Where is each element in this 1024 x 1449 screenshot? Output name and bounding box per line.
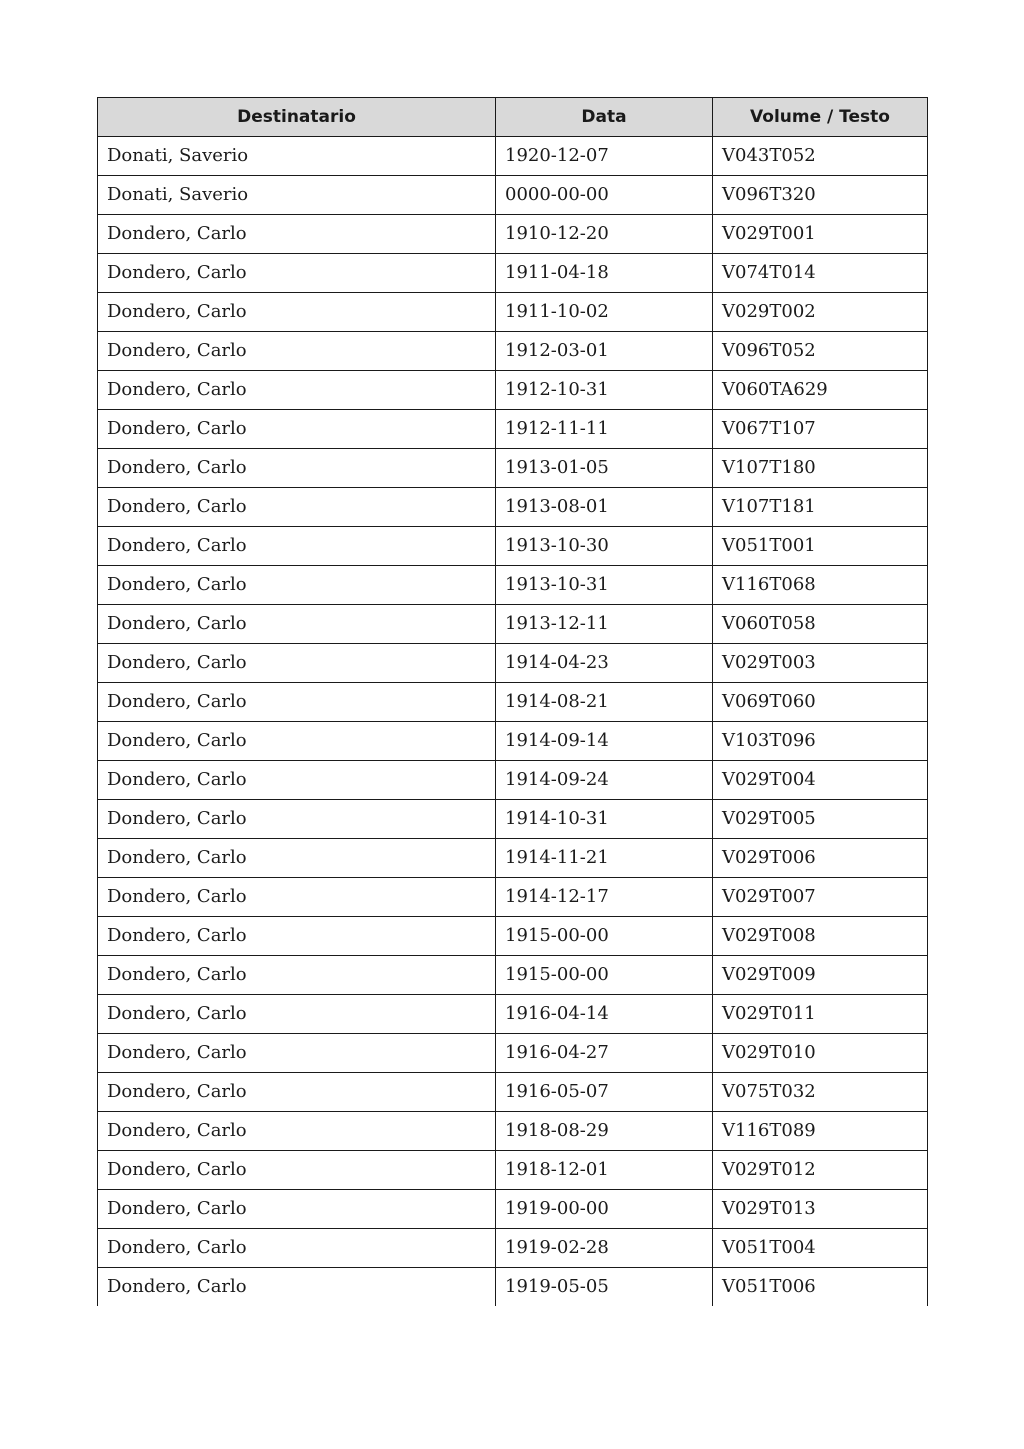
table-row [98, 137, 928, 176]
cell-destinatario: Dondero, Carlo [98, 1190, 496, 1229]
table-row [98, 995, 928, 1034]
table-row [98, 800, 928, 839]
cell-destinatario: Dondero, Carlo [98, 332, 496, 371]
table-row [98, 215, 928, 254]
table-row [98, 293, 928, 332]
cell-destinatario: Dondero, Carlo [98, 761, 496, 800]
cell-data: 1914-08-21 [496, 683, 713, 722]
cell-destinatario: Dondero, Carlo [98, 1268, 496, 1307]
cell-data: 1911-10-02 [496, 293, 713, 332]
cell-volume-testo: V107T181 [713, 488, 928, 527]
cell-data: 1918-08-29 [496, 1112, 713, 1151]
table-row [98, 1151, 928, 1190]
cell-data: 0000-00-00 [496, 176, 713, 215]
cell-volume-testo: V029T009 [713, 956, 928, 995]
cell-data: 1916-04-27 [496, 1034, 713, 1073]
cell-data: 1914-10-31 [496, 800, 713, 839]
cell-data: 1913-08-01 [496, 488, 713, 527]
table-row [98, 566, 928, 605]
table-row [98, 761, 928, 800]
header-data: Data [496, 98, 713, 137]
cell-volume-testo: V051T006 [713, 1268, 928, 1307]
cell-data: 1913-12-11 [496, 605, 713, 644]
cell-data: 1919-00-00 [496, 1190, 713, 1229]
cell-data: 1911-04-18 [496, 254, 713, 293]
cell-volume-testo: V029T011 [713, 995, 928, 1034]
cell-data: 1914-11-21 [496, 839, 713, 878]
cell-data: 1913-01-05 [496, 449, 713, 488]
cell-volume-testo: V029T008 [713, 917, 928, 956]
header-volume-testo: Volume / Testo [713, 98, 928, 137]
cell-destinatario: Dondero, Carlo [98, 1073, 496, 1112]
cell-volume-testo: V075T032 [713, 1073, 928, 1112]
cell-data: 1916-05-07 [496, 1073, 713, 1112]
cell-destinatario: Dondero, Carlo [98, 293, 496, 332]
cell-volume-testo: V116T068 [713, 566, 928, 605]
cell-data: 1914-04-23 [496, 644, 713, 683]
cell-destinatario: Dondero, Carlo [98, 800, 496, 839]
table-row [98, 371, 928, 410]
cell-volume-testo: V051T004 [713, 1229, 928, 1268]
cell-destinatario: Dondero, Carlo [98, 878, 496, 917]
header-destinatario: Destinatario [98, 98, 496, 137]
cell-volume-testo: V116T089 [713, 1112, 928, 1151]
cell-destinatario: Donati, Saverio [98, 137, 496, 176]
cell-destinatario: Dondero, Carlo [98, 605, 496, 644]
header-row [98, 98, 928, 137]
cell-volume-testo: V051T001 [713, 527, 928, 566]
cell-destinatario: Dondero, Carlo [98, 1112, 496, 1151]
cell-destinatario: Dondero, Carlo [98, 371, 496, 410]
cell-destinatario: Donati, Saverio [98, 176, 496, 215]
cell-data: 1912-10-31 [496, 371, 713, 410]
cell-data: 1913-10-30 [496, 527, 713, 566]
cell-volume-testo: V096T052 [713, 332, 928, 371]
cell-volume-testo: V060TA629 [713, 371, 928, 410]
cell-data: 1914-09-24 [496, 761, 713, 800]
cell-data: 1916-04-14 [496, 995, 713, 1034]
cell-data: 1912-11-11 [496, 410, 713, 449]
cell-destinatario: Dondero, Carlo [98, 527, 496, 566]
table-row [98, 332, 928, 371]
table-row [98, 410, 928, 449]
cell-volume-testo: V043T052 [713, 137, 928, 176]
cell-destinatario: Dondero, Carlo [98, 410, 496, 449]
cell-volume-testo: V103T096 [713, 722, 928, 761]
table-row [98, 449, 928, 488]
cell-volume-testo: V029T013 [713, 1190, 928, 1229]
cell-volume-testo: V074T014 [713, 254, 928, 293]
cell-destinatario: Dondero, Carlo [98, 215, 496, 254]
cell-destinatario: Dondero, Carlo [98, 917, 496, 956]
cell-volume-testo: V029T002 [713, 293, 928, 332]
cell-data: 1915-00-00 [496, 956, 713, 995]
cell-destinatario: Dondero, Carlo [98, 449, 496, 488]
cell-data: 1918-12-01 [496, 1151, 713, 1190]
table-row [98, 839, 928, 878]
cell-volume-testo: V029T001 [713, 215, 928, 254]
cell-data: 1915-00-00 [496, 917, 713, 956]
table-body [98, 137, 928, 1307]
cell-destinatario: Dondero, Carlo [98, 722, 496, 761]
table-row [98, 917, 928, 956]
cell-destinatario: Dondero, Carlo [98, 254, 496, 293]
cell-data: 1914-12-17 [496, 878, 713, 917]
cell-destinatario: Dondero, Carlo [98, 566, 496, 605]
cell-destinatario: Dondero, Carlo [98, 1229, 496, 1268]
table-row [98, 1268, 928, 1307]
table-row [98, 956, 928, 995]
cell-data: 1913-10-31 [496, 566, 713, 605]
table-row [98, 527, 928, 566]
table-row [98, 644, 928, 683]
table-row [98, 1229, 928, 1268]
cell-data: 1919-02-28 [496, 1229, 713, 1268]
cell-destinatario: Dondero, Carlo [98, 995, 496, 1034]
correspondence-table [97, 97, 928, 1306]
cell-destinatario: Dondero, Carlo [98, 1151, 496, 1190]
table-row [98, 1034, 928, 1073]
table-header [98, 98, 928, 137]
table-row [98, 254, 928, 293]
cell-destinatario: Dondero, Carlo [98, 644, 496, 683]
cell-destinatario: Dondero, Carlo [98, 488, 496, 527]
table-row [98, 488, 928, 527]
table-row [98, 878, 928, 917]
cell-data: 1919-05-05 [496, 1268, 713, 1307]
table-row [98, 605, 928, 644]
cell-volume-testo: V029T006 [713, 839, 928, 878]
cell-data: 1912-03-01 [496, 332, 713, 371]
cell-destinatario: Dondero, Carlo [98, 683, 496, 722]
table-row [98, 722, 928, 761]
cell-destinatario: Dondero, Carlo [98, 1034, 496, 1073]
cell-volume-testo: V029T005 [713, 800, 928, 839]
table-row [98, 1190, 928, 1229]
table-row [98, 1073, 928, 1112]
cell-volume-testo: V069T060 [713, 683, 928, 722]
cell-volume-testo: V029T004 [713, 761, 928, 800]
table-row [98, 683, 928, 722]
cell-volume-testo: V029T010 [713, 1034, 928, 1073]
cell-volume-testo: V029T003 [713, 644, 928, 683]
cell-volume-testo: V029T012 [713, 1151, 928, 1190]
table-row [98, 1112, 928, 1151]
table-row [98, 176, 928, 215]
cell-data: 1910-12-20 [496, 215, 713, 254]
cell-volume-testo: V107T180 [713, 449, 928, 488]
cell-data: 1920-12-07 [496, 137, 713, 176]
cell-volume-testo: V029T007 [713, 878, 928, 917]
cell-data: 1914-09-14 [496, 722, 713, 761]
cell-volume-testo: V096T320 [713, 176, 928, 215]
cell-destinatario: Dondero, Carlo [98, 839, 496, 878]
cell-volume-testo: V067T107 [713, 410, 928, 449]
cell-destinatario: Dondero, Carlo [98, 956, 496, 995]
cell-volume-testo: V060T058 [713, 605, 928, 644]
